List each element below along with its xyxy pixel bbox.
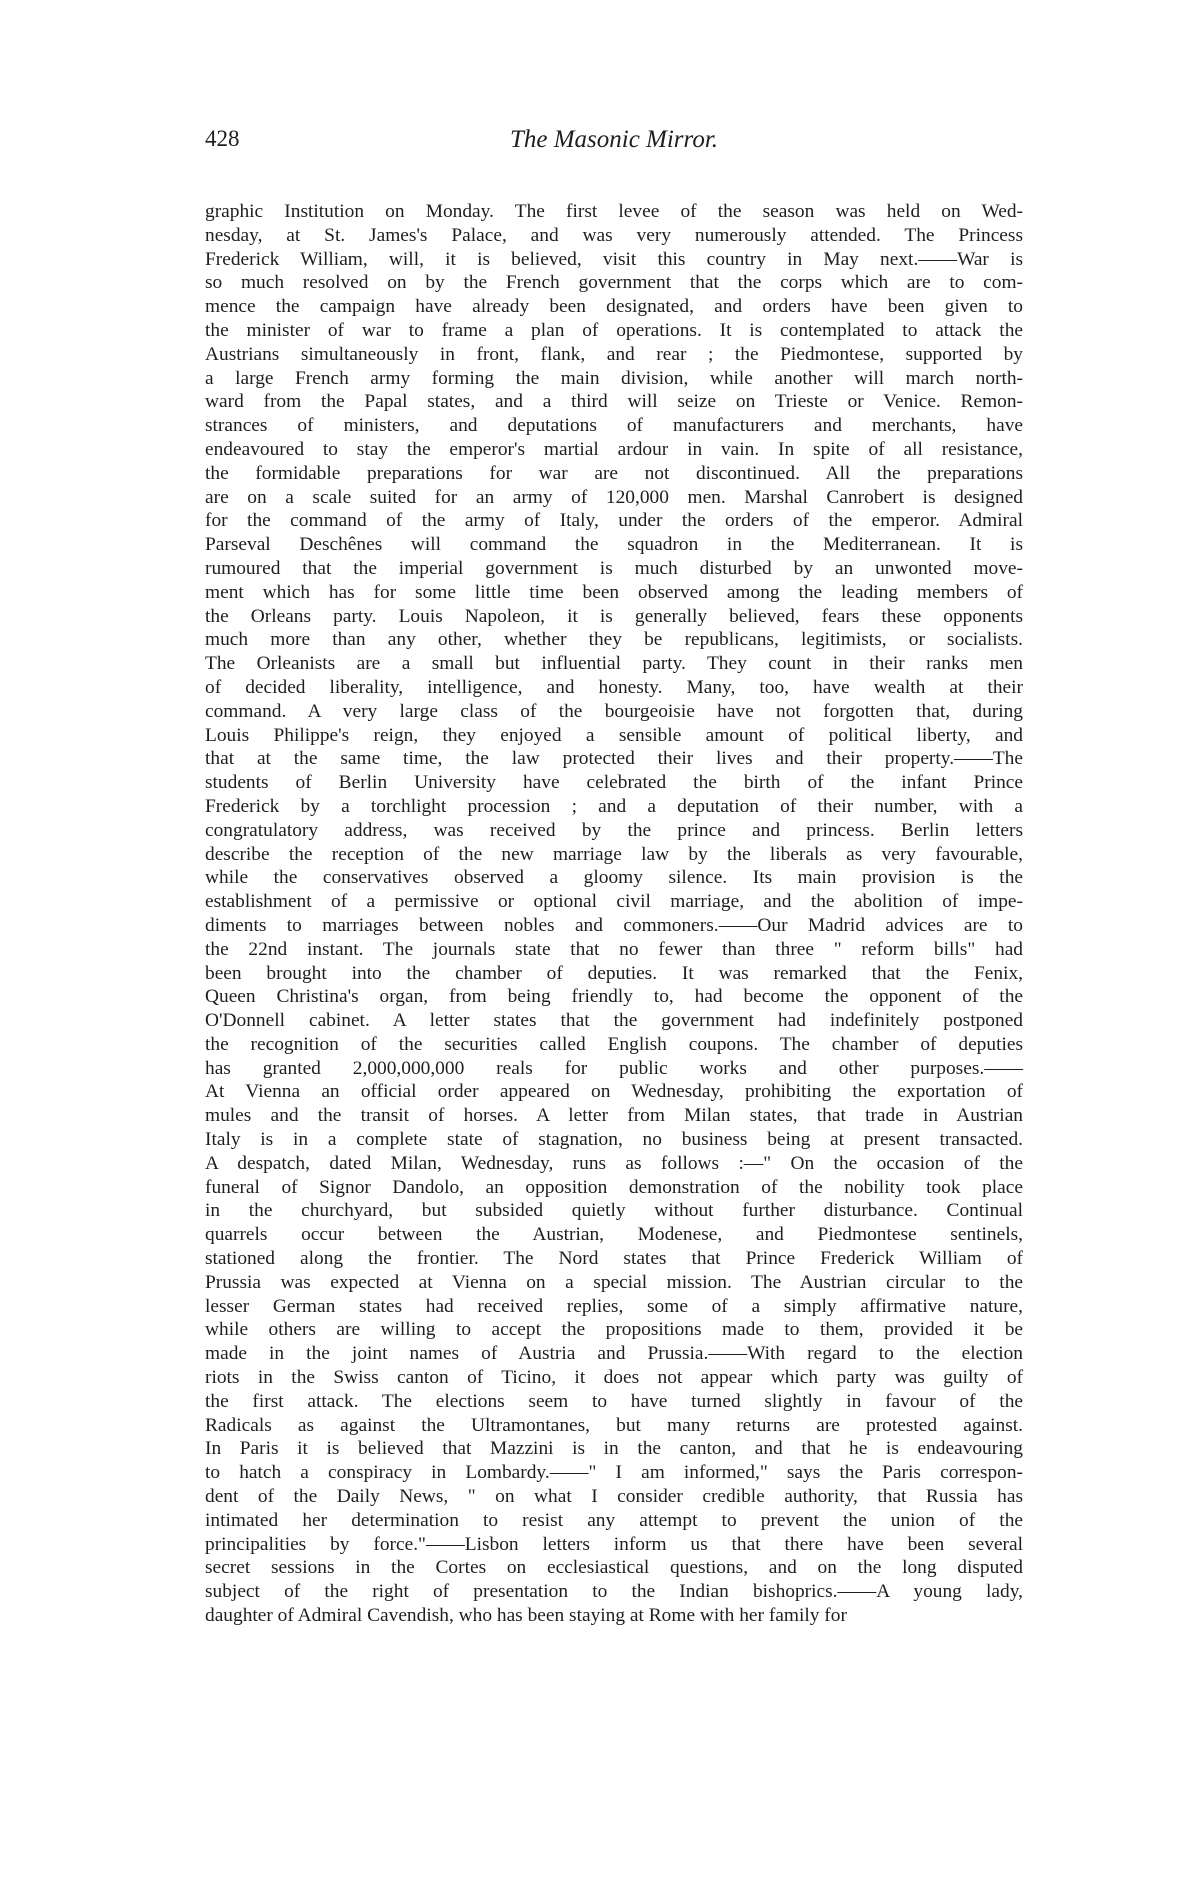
text-line: for the command of the army of Italy, under the orders of the emperor. Admiral <box>205 510 1023 532</box>
text-line: lesser German states had received replies, some of a simply affirmative nature, <box>205 1295 1023 1317</box>
text-line: riots in the Swiss canton of Ticino, it does not appear which party was guilty of <box>205 1367 1023 1389</box>
text-line: in the churchyard, but subsided quietly without further disturbance. Continual <box>205 1200 1023 1222</box>
text-line: Louis Philippe's reign, they enjoyed a sensible amount of political liberty, and <box>205 724 1023 746</box>
text-line: to hatch a conspiracy in Lombardy.——" I am informed," says the Paris correspon- <box>205 1462 1023 1484</box>
text-line: Austrians simultaneously in front, flank, and rear ; the Piedmontese, supported by <box>205 343 1023 365</box>
text-line: the Orleans party. Louis Napoleon, it is generally believed, fears these opponents <box>205 605 1023 627</box>
text-line: of decided liberality, intelligence, and honesty. Many, too, have wealth at their <box>205 676 1023 698</box>
text-line: so much resolved on by the French government that the corps which are to com- <box>205 272 1023 294</box>
text-line: much more than any other, whether they be republicans, legitimists, or socialists. <box>205 629 1023 651</box>
text-line: ment which has for some little time been observed among the leading members of <box>205 581 1023 603</box>
body-text <box>205 200 1023 1628</box>
text-line: The Orleanists are a small but influential party. They count in their ranks men <box>205 653 1023 675</box>
text-line: strances of ministers, and deputations of manufacturers and merchants, have <box>205 415 1023 437</box>
text-line: while others are willing to accept the propositions made to them, provided it be <box>205 1319 1023 1341</box>
text-line: Parseval Deschênes will command the squadron in the Mediterranean. It is <box>205 534 1023 556</box>
text-line: Frederick William, will, it is believed, visit this country in May next.——War is <box>205 248 1023 270</box>
text-line: command. A very large class of the bourgeoisie have not forgotten that, during <box>205 700 1023 722</box>
text-line: principalities by force."——Lisbon letters inform us that there have been several <box>205 1533 1023 1555</box>
page-number: 428 <box>205 126 240 151</box>
text-line: endeavoured to stay the emperor's martial ardour in vain. In spite of all resistance, <box>205 438 1023 460</box>
text-line: establishment of a permissive or optional civil marriage, and the abolition of impe- <box>205 891 1023 913</box>
text-line: students of Berlin University have celebrated the birth of the infant Prince <box>205 772 1023 794</box>
text-line: ward from the Papal states, and a third will seize on Trieste or Venice. Remon- <box>205 391 1023 413</box>
text-line: been brought into the chamber of deputies. It was remarked that the Fenix, <box>205 962 1023 984</box>
text-line: Queen Christina's organ, from being friendly to, had become the opponent of the <box>205 986 1023 1008</box>
text-line: while the conservatives observed a gloomy silence. Its main provision is the <box>205 867 1023 889</box>
text-line: rumoured that the imperial government is much disturbed by an unwonted move- <box>205 557 1023 579</box>
text-line: the 22nd instant. The journals state that no fewer than three " reform bills" had <box>205 938 1023 960</box>
text-line: mence the campaign have already been designated, and orders have been given to <box>205 296 1023 318</box>
text-line: describe the reception of the new marriage law by the liberals as very favourable, <box>205 843 1023 865</box>
text-line: that at the same time, the law protected their lives and their property.——The <box>205 748 1023 770</box>
text-line: Frederick by a torchlight procession ; and a deputation of their number, with a <box>205 795 1023 817</box>
text-line: diments to marriages between nobles and commoners.——Our Madrid advices are to <box>205 914 1023 936</box>
text-line: Italy is in a complete state of stagnation, no business being at present transacted. <box>205 1129 1023 1151</box>
page-header <box>205 126 1023 166</box>
text-line: At Vienna an official order appeared on Wednesday, prohibiting the exportation of <box>205 1081 1023 1103</box>
text-line: quarrels occur between the Austrian, Modenese, and Piedmontese sentinels, <box>205 1224 1023 1246</box>
text-line: congratulatory address, was received by the prince and princess. Berlin letters <box>205 819 1023 841</box>
text-line: Radicals as against the Ultramontanes, but many returns are protested against. <box>205 1414 1023 1436</box>
text-line: In Paris it is believed that Mazzini is in the canton, and that he is endeavouring <box>205 1438 1023 1460</box>
text-line: the recognition of the securities called English coupons. The chamber of deputies <box>205 1033 1023 1055</box>
text-line: intimated her determination to resist any attempt to prevent the union of the <box>205 1509 1023 1531</box>
text-line: are on a scale suited for an army of 120,000 men. Marshal Canrobert is designed <box>205 486 1023 508</box>
text-line: has granted 2,000,000,000 reals for public works and other purposes.—— <box>205 1057 1023 1079</box>
text-line: mules and the transit of horses. A letter from Milan states, that trade in Austrian <box>205 1105 1023 1127</box>
text-line: a large French army forming the main division, while another will march north- <box>205 367 1023 389</box>
text-line: the minister of war to frame a plan of operations. It is contemplated to attack the <box>205 319 1023 341</box>
text-line: O'Donnell cabinet. A letter states that the government had indefinitely postponed <box>205 1010 1023 1032</box>
text-line: daughter of Admiral Cavendish, who has been staying at Rome with her family for <box>205 1605 847 1627</box>
text-line: graphic Institution on Monday. The first levee of the season was held on Wed- <box>205 201 1023 222</box>
text-line: made in the joint names of Austria and Prussia.——With regard to the election <box>205 1343 1023 1365</box>
text-line: stationed along the frontier. The Nord states that Prince Frederick William of <box>205 1248 1023 1270</box>
running-title: The Masonic Mirror. <box>509 126 719 153</box>
text-line: the first attack. The elections seem to have turned slightly in favour of the <box>205 1390 1023 1412</box>
text-line: funeral of Signor Dandolo, an opposition demonstration of the nobility took place <box>205 1176 1023 1198</box>
text-line: subject of the right of presentation to the Indian bishoprics.——A young lady, <box>205 1581 1023 1603</box>
text-line: nesday, at St. James's Palace, and was very numerously attended. The Princess <box>205 224 1023 246</box>
text-line: secret sessions in the Cortes on ecclesiastical questions, and on the long disputed <box>205 1557 1023 1579</box>
text-line: Prussia was expected at Vienna on a special mission. The Austrian circular to the <box>205 1271 1023 1293</box>
text-line: A despatch, dated Milan, Wednesday, runs as follows :—" On the occasion of the <box>205 1152 1023 1174</box>
text-line: the formidable preparations for war are not discontinued. All the preparations <box>205 462 1023 484</box>
text-line: dent of the Daily News, " on what I consider credible authority, that Russia has <box>205 1486 1023 1508</box>
